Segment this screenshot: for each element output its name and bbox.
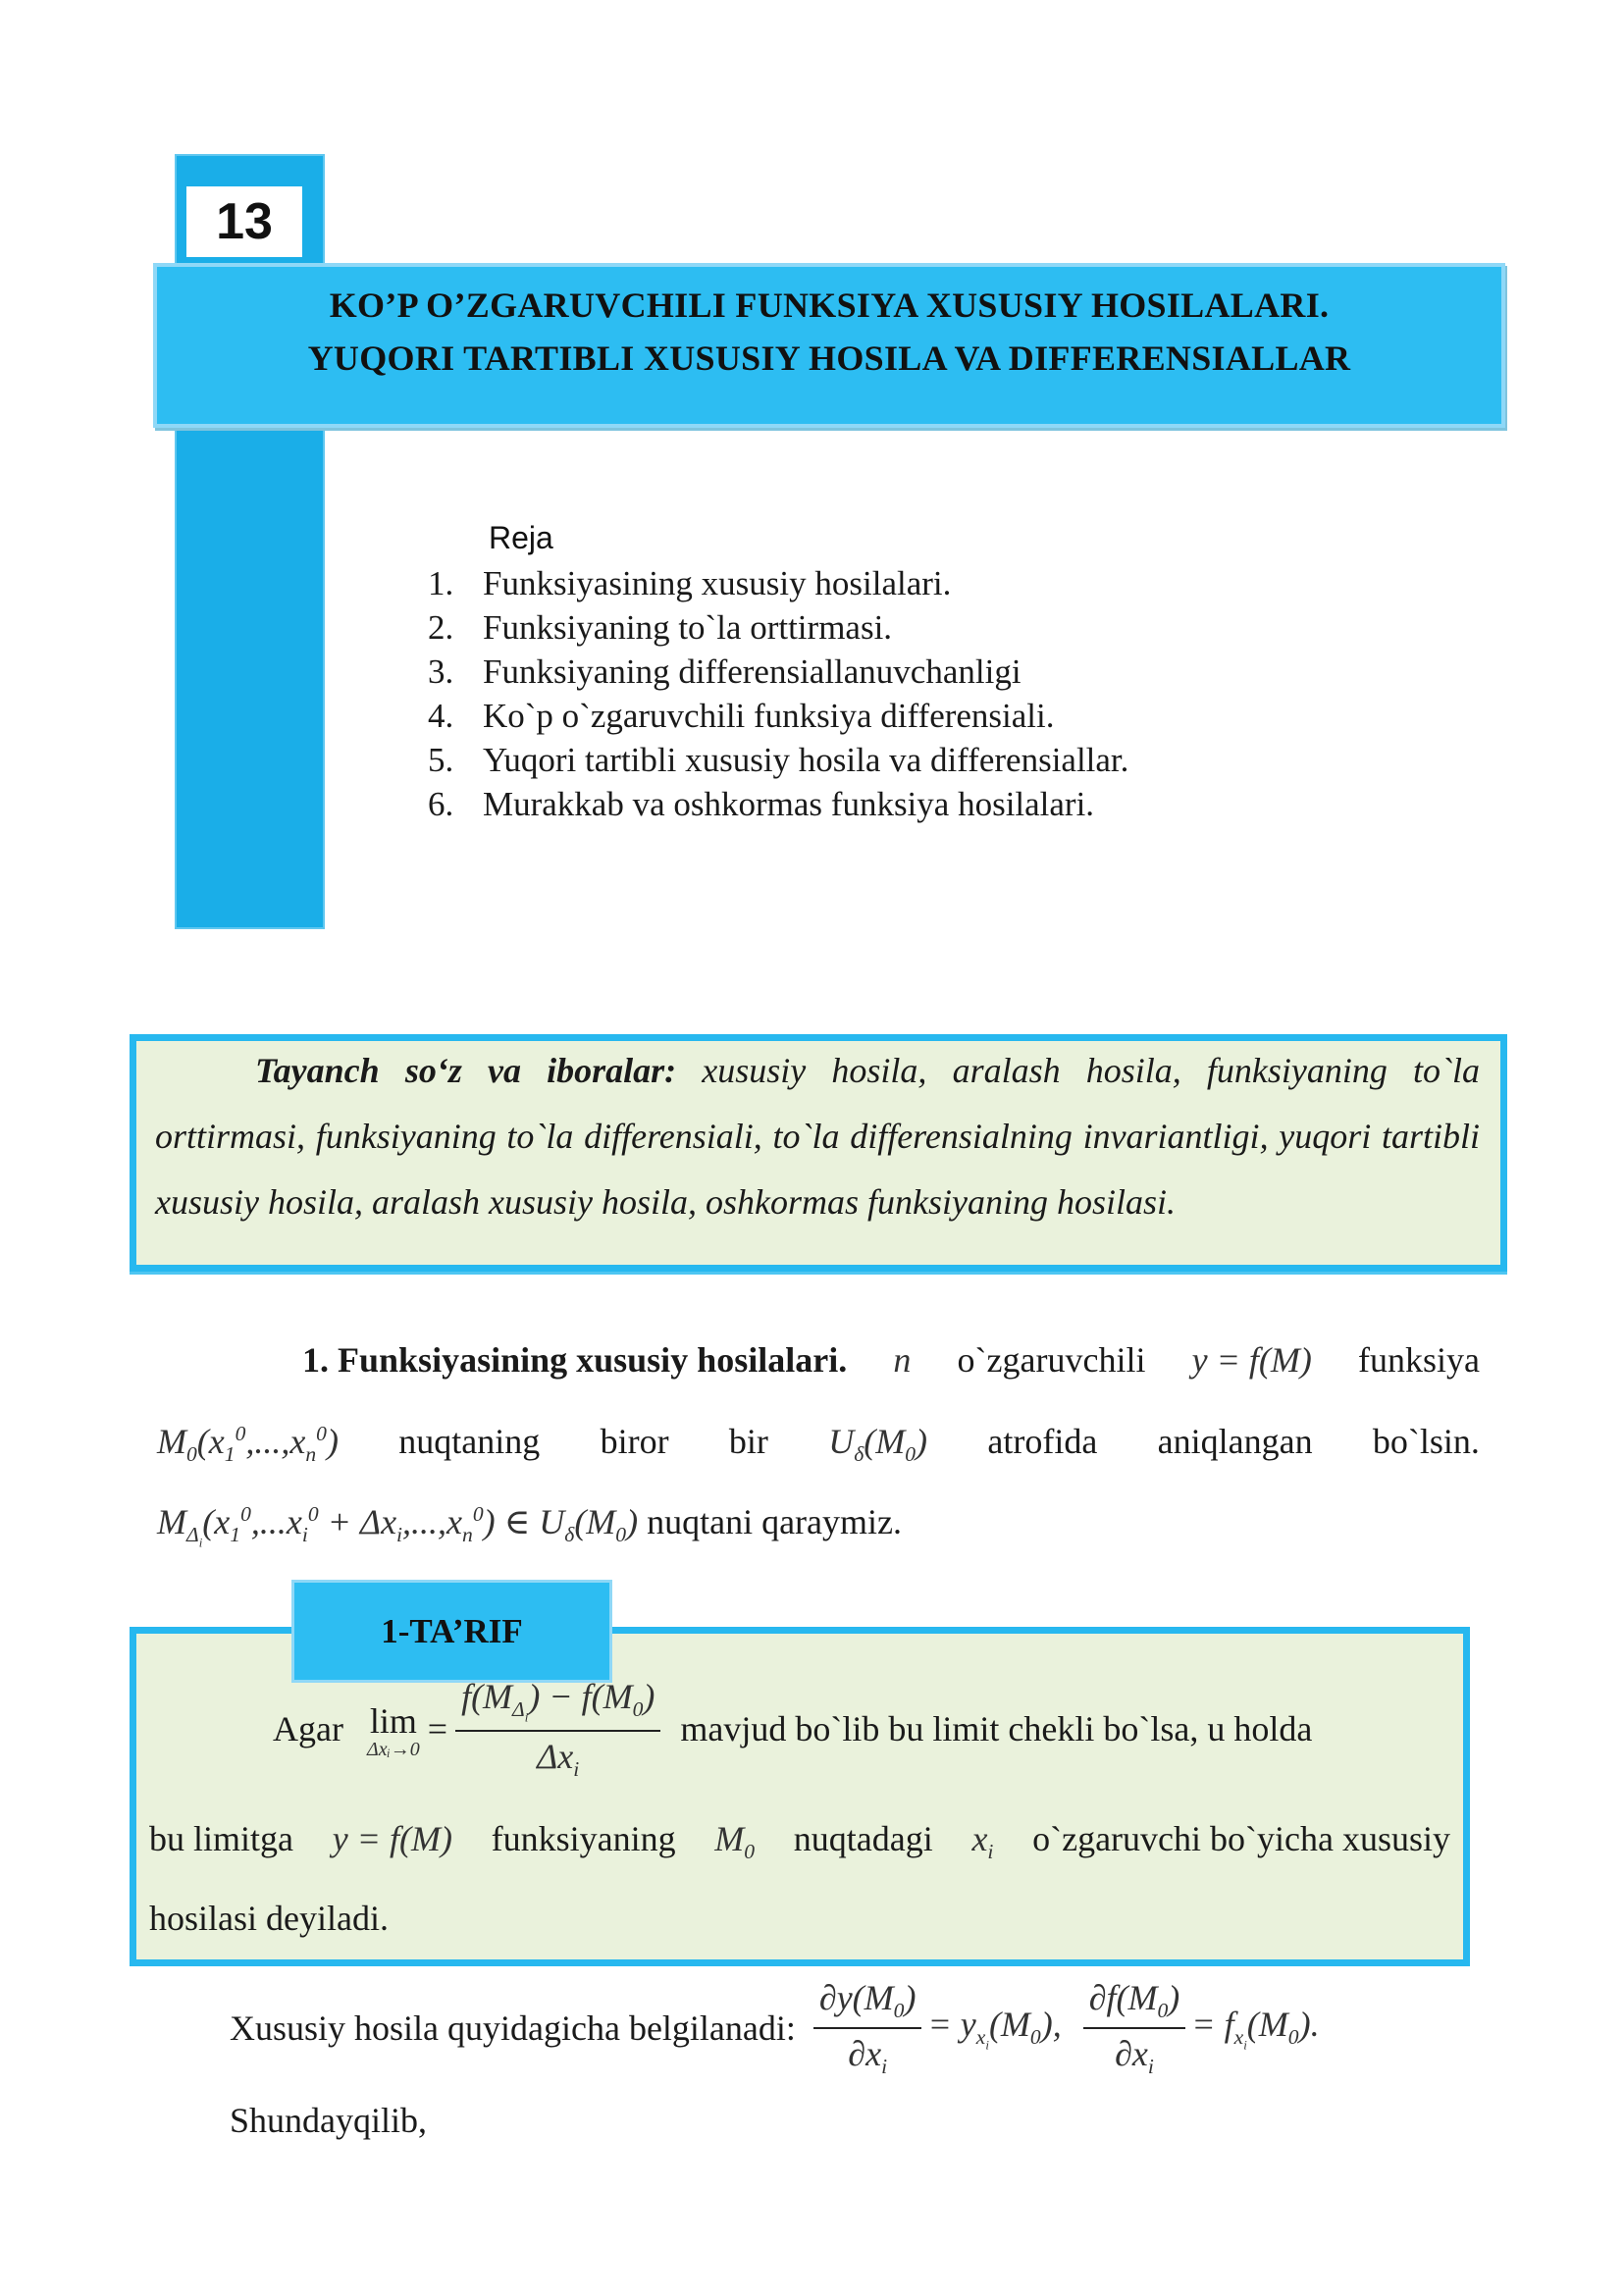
plan-heading: Reja xyxy=(489,520,553,555)
difference-quotient: $\frac{f(M_{\Delta_i}) - f(M_0)}{\Delta x_i}$ xyxy=(455,1676,660,1782)
m0-symbol: $M_0$ xyxy=(714,1819,756,1864)
chapter-title-line-2: YUQORI TARTIBLI XUSUSIY HOSILA VA DIFFERENSIALLAR xyxy=(307,339,1351,378)
section-1-heading: 1. Funksiyasining xususiy hosilalari. xyxy=(302,1340,848,1380)
point-m-delta-formula: $M_{\Delta_i}(x_1^0,...x_i^0 + \Delta x_i,...,x_n^0)$ ∈ $U_\delta(M_0)$ xyxy=(157,1502,639,1550)
notation-line: Xususiy hosila quyidagicha belgilanadi: $\frac{\partial y(M_0)}{\partial x_i}$ = $y_{x_i}(M_0)$, $\frac{\partial f(M_0)}{\partial x_i}$ = $f_{x_i}(M_0)$. xyxy=(230,1978,1320,2079)
definition-line-1: Agar lim Δxᵢ→0 = $\frac{f(M_{\Delta_i}) - f(M_0)}{\Delta x_i}$ mavjud bo`lib bu limit chekli bo`lsa, u holda xyxy=(273,1677,1313,1781)
partial-derivative-f: $\frac{\partial f(M_0)}{\partial x_i}$ xyxy=(1083,1977,1186,2079)
plan-item: 3. Funksiyaning differensiallanuvchanligi xyxy=(428,652,1022,691)
y-xi-notation: = $y_{x_i}(M_0)$, xyxy=(927,2004,1062,2053)
section-1-line-3: $M_{\Delta_i}(x_1^0,...x_i^0 + \Delta x_i,...,x_n^0)$ ∈ $U_\delta(M_0)$ nuqtani qaraymiz. xyxy=(157,1502,903,1550)
plan-item: 1. Funksiyasining xususiy hosilalari. xyxy=(428,564,952,602)
plan-list xyxy=(428,561,1128,826)
f-xi-notation: = $f_{x_i}(M_0)$. xyxy=(1191,2004,1320,2053)
xi-symbol: $x_i$ xyxy=(971,1819,994,1864)
limit-operator: lim Δxᵢ→0 xyxy=(366,1700,420,1760)
partial-derivative-y: $\frac{\partial y(M_0)}{\partial x_i}$ xyxy=(813,1977,922,2079)
neighbourhood-formula: $U_\delta(M_0)$ xyxy=(828,1422,928,1467)
keywords-label: Tayanch so‘z va iboralar: xyxy=(255,1051,677,1090)
chapter-title-line-1: KO’P O’ZGARUVCHILI FUNKSIYA XUSUSIY HOSILALARI. xyxy=(329,286,1330,325)
closing-text: Shundayqilib, xyxy=(230,2101,428,2140)
plan-item: 5. Yuqori tartibli xususiy hosila va differensiallar. xyxy=(428,741,1129,779)
definition-line-2: bu limitga y = f(M) funksiyaning $M_0$ nuqtadagi $x_i$ o`zgaruvchi bo`yicha xususiy xyxy=(149,1819,1450,1864)
keywords-text xyxy=(155,1038,1480,1235)
plan-item: 4. Ko`p o`zgaruvchili funksiya differensiali. xyxy=(428,697,1055,735)
plan-item: 2. Funksiyaning to`la orttirmasi. xyxy=(428,608,893,647)
chapter-title xyxy=(157,279,1501,385)
definition-line-3: hosilasi deyiladi. xyxy=(149,1899,389,1938)
chapter-number: 13 xyxy=(186,186,302,257)
section-1-line-2: $M_0(x_1^0,...,x_n^0)$ nuqtaning biror bir $U_\delta(M_0)$ atrofida aniqlangan bo`lsin. xyxy=(157,1422,1480,1467)
section-1-line-1: 1. Funksiyasining xususiy hosilalari. n o`zgaruvchili y = f(M) funksiya xyxy=(302,1340,1480,1380)
point-m0-formula: $M_0(x_1^0,...,x_n^0)$ xyxy=(157,1422,339,1467)
plan-item: 6. Murakkab va oshkormas funksiya hosilalari. xyxy=(428,785,1095,823)
keywords-list: xususiy hosila, aralash hosila, funksiyaning to`la orttirmasi, funksiyaning to`la differensiali, to`la differensialning invariantligi, yuqori tartibli xususiy hosila, aralash xususiy hosila, oshkormas funksiyaning hosilasi. xyxy=(155,1051,1481,1222)
definition-tab: 1-TA’RIF xyxy=(291,1580,612,1683)
